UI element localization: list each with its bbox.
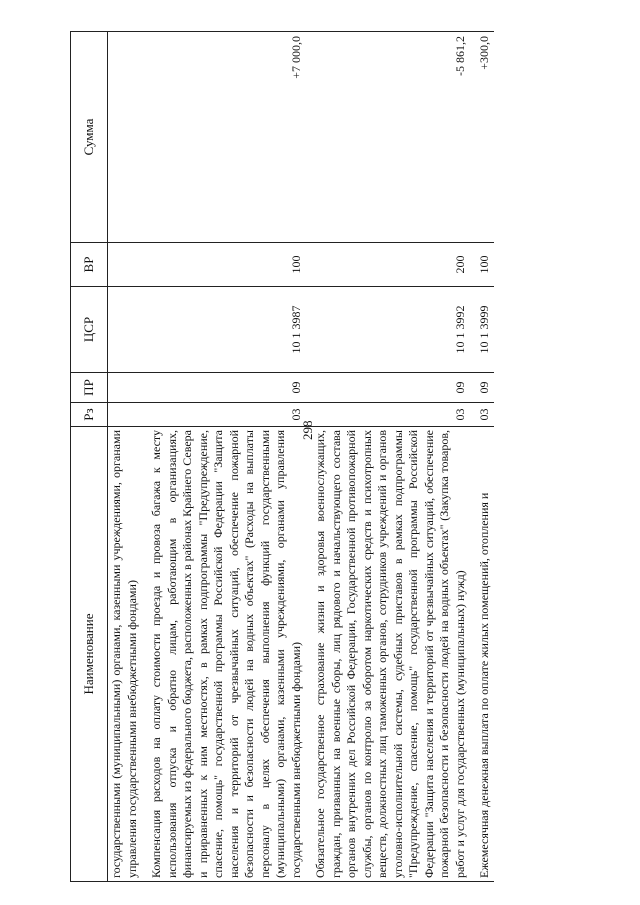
budget-table	[70, 31, 494, 882]
table-header-row	[71, 32, 108, 882]
header-vr: ВР	[71, 243, 108, 287]
rotated-page-content	[70, 32, 590, 882]
row-vr: 100	[469, 243, 494, 287]
row-sum: -5 861,2	[305, 32, 469, 243]
table-row	[305, 32, 469, 882]
row-pr	[108, 373, 142, 403]
row-vr	[108, 243, 142, 287]
table-row	[108, 32, 142, 882]
table-row	[141, 32, 305, 882]
row-pr: 09	[305, 373, 469, 403]
row-vr: 200	[305, 243, 469, 287]
header-pr: ПР	[71, 373, 108, 403]
row-rz	[108, 403, 142, 427]
row-pr: 09	[469, 373, 494, 403]
row-sum: +7 000,0	[141, 32, 305, 243]
header-sum: Сумма	[71, 32, 108, 243]
row-vr: 100	[141, 243, 305, 287]
row-pr: 09	[141, 373, 305, 403]
row-csr: 10 1 3987	[141, 287, 305, 373]
row-name: Компенсация расходов на оплату стоимости проезда и провоза багажа к месту использования отпуска и обратно лицам, работающим в организациях, финансируемых из федерального бюджета, расположенных в районах Крайнего Севера и приравненных к ним местностях, в рамках подпрограммы "Предупреждение, спасение, помощь" государственной программы Российской Федерации "Защита населения и территорий от чрезвычайных ситуаций, обеспечение пожарной безопасности и безопасности людей на водных объектах" (Расходы на выплаты персоналу в целях обеспечения выполнения функций государственными (муниципальными) органами, казенными учреждениями, органами управления государственными внебюджетными фондами)	[141, 427, 305, 882]
row-csr: 10 1 3992	[305, 287, 469, 373]
row-csr	[108, 287, 142, 373]
table-row	[469, 32, 494, 882]
header-rz: Рз	[71, 403, 108, 427]
row-rz: 03	[141, 403, 305, 427]
row-sum	[108, 32, 142, 243]
page-number: 298	[300, 420, 315, 440]
row-csr: 10 1 3999	[469, 287, 494, 373]
header-name: Наименование	[71, 427, 108, 882]
row-name: Обязательное государственное страхование жизни и здоровья военнослужащих, граждан, призванных на военные сборы, лиц рядового и начальствующего состава органов внутренних дел Российской Федерации, Государственной противопожарной службы, органов по контролю за оборотом наркотических средств и психотропных веществ, должностных лиц таможенных органов, сотрудников учреждений и органов уголовно-исполнительной системы, судебных приставов в рамках подпрограммы "Предупреждение, спасение, помощь" государственной программы Российской Федерации "Защита населения и территорий от чрезвычайных ситуаций, обеспечение пожарной безопасности и безопасности людей на водных объектах" (Закупка товаров, работ и услуг для государственных (муниципальных) нужд)	[305, 427, 469, 882]
row-rz: 03	[469, 403, 494, 427]
row-rz: 03	[305, 403, 469, 427]
header-csr: ЦСР	[71, 287, 108, 373]
row-sum: +300,0	[469, 32, 494, 243]
row-name: государственными (муниципальными) органами, казенными учреждениями, органами управления государственными внебюджетными фондами)	[108, 427, 142, 882]
row-name: Ежемесячная денежная выплата по оплате жилых помещений, отопления и	[469, 427, 494, 882]
